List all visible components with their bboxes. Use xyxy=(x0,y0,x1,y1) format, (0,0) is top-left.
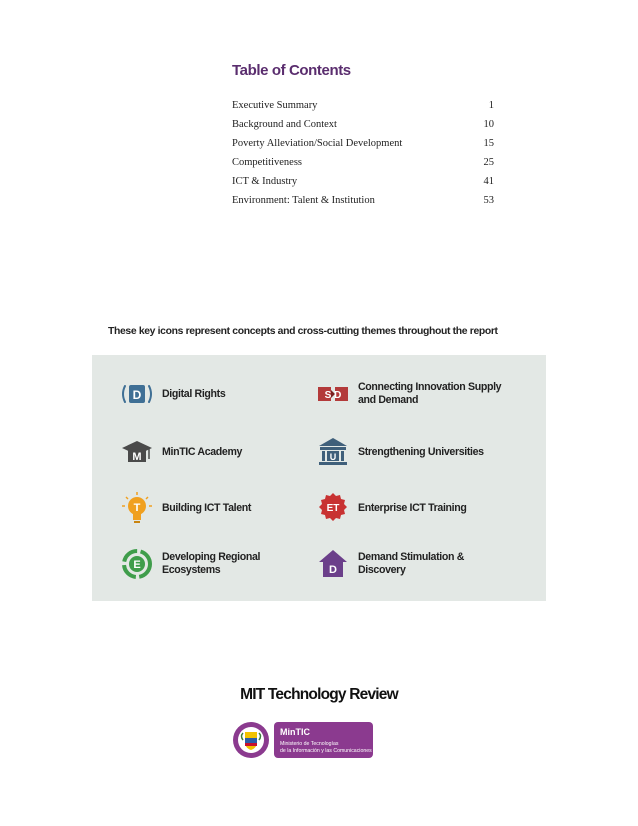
icon-legend-item xyxy=(316,435,518,469)
digital-rights-icon xyxy=(120,377,154,411)
icon-legend-label: Digital Rights xyxy=(162,387,226,400)
toc-entry-page: 1 xyxy=(488,100,494,111)
icon-legend-label: Demand Stimulation & Discovery xyxy=(358,551,465,576)
toc-entry-label: Environment: Talent & Institution xyxy=(232,195,375,206)
mintic-line-2: de la Información y las Comunicaciones xyxy=(280,748,372,754)
icon-legend-label: Connecting Innovation Supply and Demand xyxy=(358,381,502,406)
svg-text:T: T xyxy=(133,502,141,514)
icon-legend-item xyxy=(120,491,272,525)
toc-entry-label: Competitiveness xyxy=(232,157,302,168)
toc-entry-page: 15 xyxy=(483,138,494,149)
svg-text:S D: S D xyxy=(324,390,342,401)
svg-text:D: D xyxy=(132,388,142,402)
icon-legend-label: MinTIC Academy xyxy=(162,445,243,458)
toc-entry-label: Executive Summary xyxy=(232,100,318,111)
toc-entry[interactable] xyxy=(232,157,494,176)
enterprise-training-icon xyxy=(316,491,350,525)
graduation-cap-icon xyxy=(120,435,154,469)
mintic-name: MinTIC xyxy=(280,727,310,737)
supply-demand-icon xyxy=(316,377,350,411)
icon-legend-item xyxy=(120,377,272,411)
icon-legend-item xyxy=(316,491,518,525)
icon-legend-label: Developing Regional Ecosystems xyxy=(162,551,261,576)
toc-entry-page: 10 xyxy=(483,119,494,130)
colombia-coat-of-arms-icon xyxy=(233,722,269,758)
house-discovery-icon xyxy=(316,547,350,581)
toc-entry-page: 53 xyxy=(483,195,494,206)
icon-legend-item xyxy=(316,377,518,411)
icons-section-heading: These key icons represent concepts and cross-cutting themes throughout the report xyxy=(108,326,498,337)
toc-list xyxy=(232,100,494,214)
key-icons-panel xyxy=(92,355,546,601)
svg-text:U: U xyxy=(329,452,337,462)
toc-entry-label: Poverty Alleviation/Social Development xyxy=(232,138,403,149)
mintic-logo xyxy=(232,721,374,759)
icon-legend-label: Enterprise ICT Training xyxy=(358,501,467,514)
icon-legend-label: Strengthening Universities xyxy=(358,445,484,458)
toc-entry-page: 25 xyxy=(483,157,494,168)
mintic-line-1: Ministerio de Tecnologías xyxy=(280,741,339,747)
svg-text:D: D xyxy=(329,564,337,576)
svg-text:M: M xyxy=(132,451,142,463)
toc-entry-label: Background and Context xyxy=(232,119,337,130)
icon-legend-label: Building ICT Talent xyxy=(162,501,252,514)
toc-entry[interactable] xyxy=(232,100,494,119)
toc-entry[interactable] xyxy=(232,176,494,195)
toc-title: Table of Contents xyxy=(232,62,351,79)
publisher-logo: MIT Technology Review xyxy=(240,686,398,703)
icon-legend-item xyxy=(120,435,272,469)
toc-entry[interactable] xyxy=(232,119,494,138)
toc-entry-page: 41 xyxy=(483,176,494,187)
icon-legend-item xyxy=(316,547,488,581)
university-building-icon xyxy=(316,435,350,469)
svg-text:E: E xyxy=(133,559,141,571)
toc-entry[interactable] xyxy=(232,195,494,214)
toc-entry[interactable] xyxy=(232,138,494,157)
recycle-ecosystem-icon xyxy=(120,547,154,581)
icon-legend-item xyxy=(120,547,282,581)
lightbulb-icon xyxy=(120,491,154,525)
toc-entry-label: ICT & Industry xyxy=(232,176,298,187)
svg-text:ET: ET xyxy=(326,503,340,514)
